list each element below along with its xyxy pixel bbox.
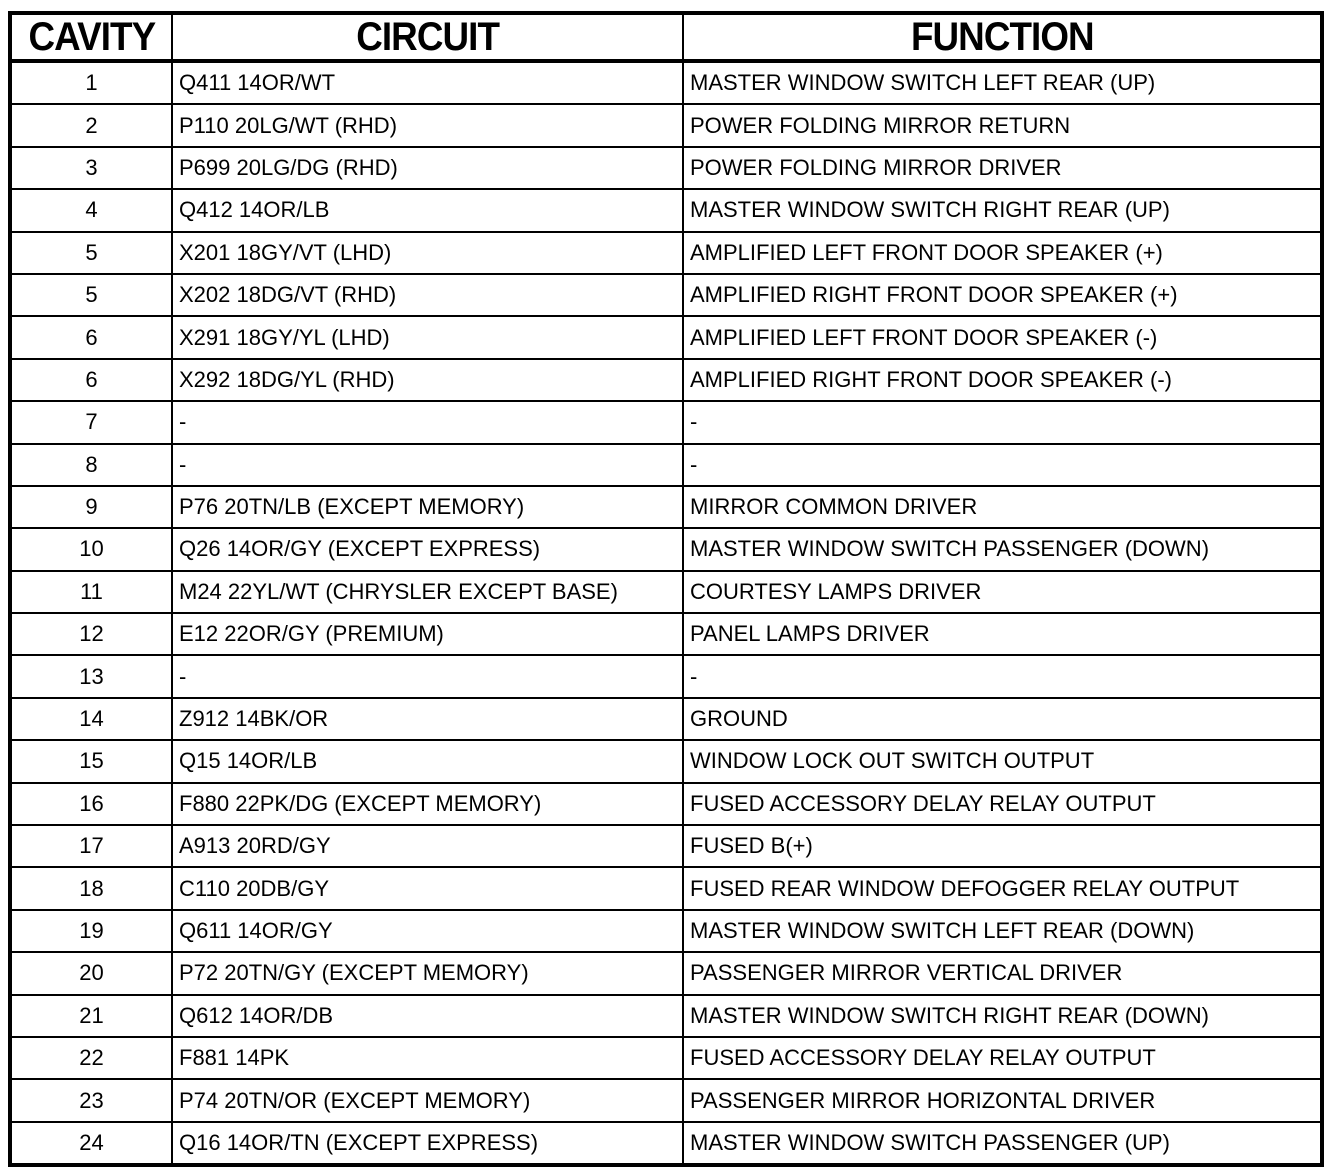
function-cell: AMPLIFIED RIGHT FRONT DOOR SPEAKER (+) <box>683 274 1322 316</box>
circuit-cell: M24 22YL/WT (CHRYSLER EXCEPT BASE) <box>172 571 683 613</box>
circuit-cell: X292 18DG/YL (RHD) <box>172 359 683 401</box>
cavity-cell: 5 <box>10 274 172 316</box>
cavity-cell: 18 <box>10 867 172 909</box>
function-cell: FUSED B(+) <box>683 825 1322 867</box>
function-cell: MASTER WINDOW SWITCH PASSENGER (UP) <box>683 1122 1322 1165</box>
circuit-cell: X201 18GY/VT (LHD) <box>172 232 683 274</box>
circuit-cell: F881 14PK <box>172 1037 683 1079</box>
cavity-cell: 23 <box>10 1079 172 1121</box>
cavity-cell: 9 <box>10 486 172 528</box>
function-cell: COURTESY LAMPS DRIVER <box>683 571 1322 613</box>
function-cell: MASTER WINDOW SWITCH PASSENGER (DOWN) <box>683 528 1322 570</box>
circuit-cell: X291 18GY/YL (LHD) <box>172 316 683 358</box>
circuit-cell: - <box>172 401 683 443</box>
header-function-label: FUNCTION <box>910 15 1094 59</box>
circuit-cell: Q16 14OR/TN (EXCEPT EXPRESS) <box>172 1122 683 1165</box>
circuit-cell: P74 20TN/OR (EXCEPT MEMORY) <box>172 1079 683 1121</box>
table-row <box>10 61 1322 104</box>
circuit-cell: C110 20DB/GY <box>172 867 683 909</box>
circuit-cell: E12 22OR/GY (PREMIUM) <box>172 613 683 655</box>
function-cell: FUSED REAR WINDOW DEFOGGER RELAY OUTPUT <box>683 867 1322 909</box>
table-row <box>10 147 1322 189</box>
cavity-cell: 21 <box>10 995 172 1037</box>
circuit-cell: Q611 14OR/GY <box>172 910 683 952</box>
table-row <box>10 232 1322 274</box>
cavity-cell: 1 <box>10 61 172 104</box>
cavity-cell: 19 <box>10 910 172 952</box>
cavity-cell: 6 <box>10 316 172 358</box>
function-cell: MASTER WINDOW SWITCH LEFT REAR (DOWN) <box>683 910 1322 952</box>
function-cell: MASTER WINDOW SWITCH LEFT REAR (UP) <box>683 61 1322 104</box>
circuit-cell: P699 20LG/DG (RHD) <box>172 147 683 189</box>
function-cell: AMPLIFIED LEFT FRONT DOOR SPEAKER (-) <box>683 316 1322 358</box>
function-cell: PASSENGER MIRROR HORIZONTAL DRIVER <box>683 1079 1322 1121</box>
cavity-cell: 15 <box>10 740 172 782</box>
function-cell: - <box>683 444 1322 486</box>
circuit-cell: Q412 14OR/LB <box>172 189 683 231</box>
table-row <box>10 783 1322 825</box>
function-cell: GROUND <box>683 698 1322 740</box>
table-row <box>10 359 1322 401</box>
function-cell: POWER FOLDING MIRROR RETURN <box>683 104 1322 146</box>
cavity-cell: 5 <box>10 232 172 274</box>
circuit-cell: Q612 14OR/DB <box>172 995 683 1037</box>
function-cell: AMPLIFIED LEFT FRONT DOOR SPEAKER (+) <box>683 232 1322 274</box>
circuit-cell: X202 18DG/VT (RHD) <box>172 274 683 316</box>
header-function <box>683 13 1322 61</box>
table-row <box>10 655 1322 697</box>
function-cell: WINDOW LOCK OUT SWITCH OUTPUT <box>683 740 1322 782</box>
table-row <box>10 189 1322 231</box>
cavity-cell: 10 <box>10 528 172 570</box>
circuit-cell: Z912 14BK/OR <box>172 698 683 740</box>
function-cell: MIRROR COMMON DRIVER <box>683 486 1322 528</box>
table-row <box>10 1122 1322 1165</box>
table-row <box>10 1079 1322 1121</box>
connector-pinout-table <box>8 11 1324 1167</box>
circuit-cell: - <box>172 444 683 486</box>
circuit-cell: Q411 14OR/WT <box>172 61 683 104</box>
function-cell: AMPLIFIED RIGHT FRONT DOOR SPEAKER (-) <box>683 359 1322 401</box>
header-cavity-label: CAVITY <box>28 15 155 59</box>
function-cell: PASSENGER MIRROR VERTICAL DRIVER <box>683 952 1322 994</box>
cavity-cell: 8 <box>10 444 172 486</box>
circuit-cell: P72 20TN/GY (EXCEPT MEMORY) <box>172 952 683 994</box>
function-cell: FUSED ACCESSORY DELAY RELAY OUTPUT <box>683 1037 1322 1079</box>
table-row <box>10 571 1322 613</box>
cavity-cell: 7 <box>10 401 172 443</box>
cavity-cell: 2 <box>10 104 172 146</box>
circuit-cell: A913 20RD/GY <box>172 825 683 867</box>
table-row <box>10 740 1322 782</box>
cavity-cell: 4 <box>10 189 172 231</box>
header-circuit-label: CIRCUIT <box>356 15 499 59</box>
circuit-cell: P76 20TN/LB (EXCEPT MEMORY) <box>172 486 683 528</box>
table-row <box>10 995 1322 1037</box>
cavity-cell: 11 <box>10 571 172 613</box>
table-row <box>10 952 1322 994</box>
header-circuit <box>172 13 683 61</box>
table-row <box>10 274 1322 316</box>
circuit-cell: P110 20LG/WT (RHD) <box>172 104 683 146</box>
circuit-cell: F880 22PK/DG (EXCEPT MEMORY) <box>172 783 683 825</box>
function-cell: POWER FOLDING MIRROR DRIVER <box>683 147 1322 189</box>
header-row <box>10 13 1322 61</box>
table-row <box>10 698 1322 740</box>
cavity-cell: 22 <box>10 1037 172 1079</box>
circuit-cell: Q15 14OR/LB <box>172 740 683 782</box>
cavity-cell: 16 <box>10 783 172 825</box>
circuit-cell: Q26 14OR/GY (EXCEPT EXPRESS) <box>172 528 683 570</box>
function-cell: MASTER WINDOW SWITCH RIGHT REAR (UP) <box>683 189 1322 231</box>
cavity-cell: 14 <box>10 698 172 740</box>
cavity-cell: 24 <box>10 1122 172 1165</box>
table-row <box>10 316 1322 358</box>
table-row <box>10 825 1322 867</box>
function-cell: FUSED ACCESSORY DELAY RELAY OUTPUT <box>683 783 1322 825</box>
table-row <box>10 867 1322 909</box>
cavity-cell: 3 <box>10 147 172 189</box>
cavity-cell: 13 <box>10 655 172 697</box>
cavity-cell: 17 <box>10 825 172 867</box>
table-row <box>10 486 1322 528</box>
function-cell: - <box>683 655 1322 697</box>
table-row <box>10 1037 1322 1079</box>
table-row <box>10 104 1322 146</box>
cavity-cell: 6 <box>10 359 172 401</box>
circuit-cell: - <box>172 655 683 697</box>
table-row <box>10 444 1322 486</box>
function-cell: PANEL LAMPS DRIVER <box>683 613 1322 655</box>
table-row <box>10 528 1322 570</box>
cavity-cell: 20 <box>10 952 172 994</box>
header-cavity <box>10 13 172 61</box>
table-row <box>10 401 1322 443</box>
function-cell: MASTER WINDOW SWITCH RIGHT REAR (DOWN) <box>683 995 1322 1037</box>
table-row <box>10 613 1322 655</box>
table-row <box>10 910 1322 952</box>
cavity-cell: 12 <box>10 613 172 655</box>
function-cell: - <box>683 401 1322 443</box>
